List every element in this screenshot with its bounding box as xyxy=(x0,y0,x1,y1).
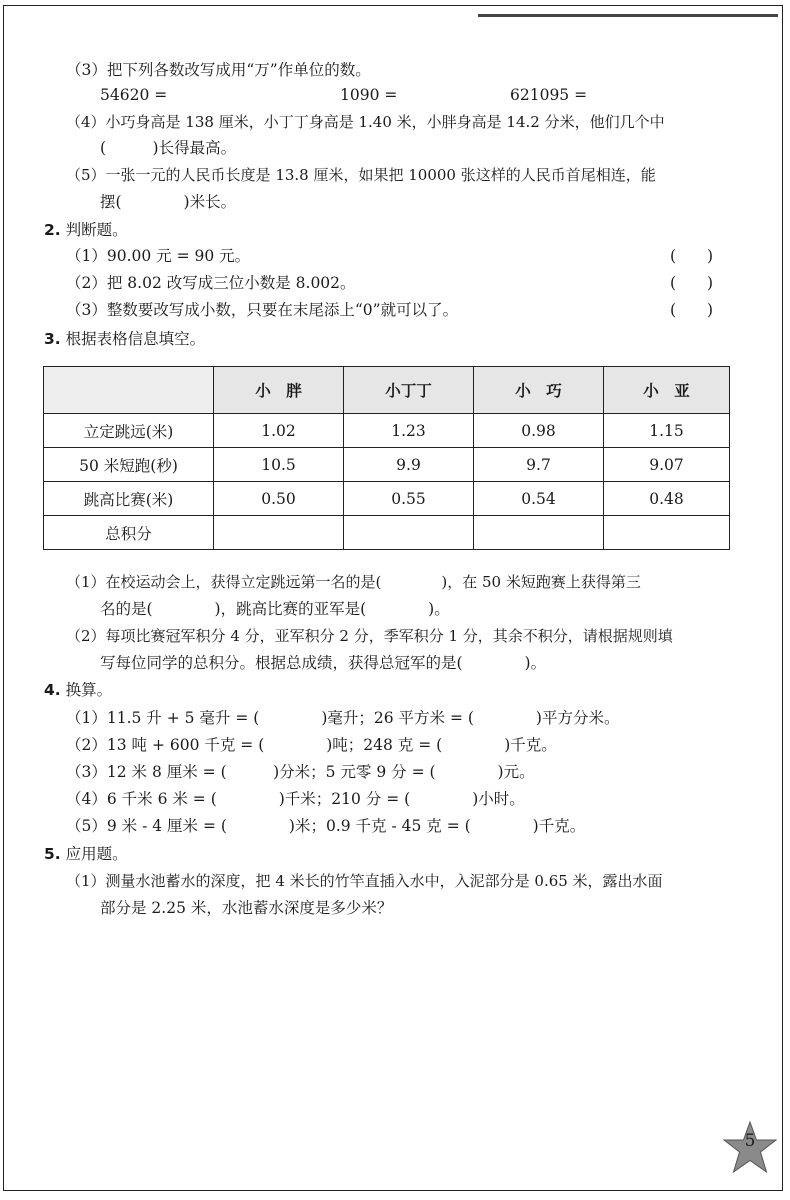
q1-item3-expr3: 621095 = xyxy=(510,86,588,104)
q4-heading xyxy=(44,679,112,701)
q4-item2: （2）13 吨 + 600 千克 = ( )吨；248 克 = ( )千克。 xyxy=(66,736,557,754)
q4-number: 4. xyxy=(44,681,61,699)
q2-item1-paren: ( ) xyxy=(670,247,714,265)
q1-item4-line2: ( )长得最高。 xyxy=(100,139,237,157)
q2-item3: （3）整数要改写成小数，只要在末尾添上“0”就可以了。 xyxy=(66,301,459,319)
q4-item4: （4）6 千米 6 米 = ( )千米；210 分 = ( )小时。 xyxy=(66,790,525,808)
table-header-cell: 小 胖 xyxy=(214,367,344,414)
table-header-row xyxy=(44,367,730,414)
table-corner-cell xyxy=(44,367,214,414)
table-cell: 0.54 xyxy=(474,482,604,516)
table-row-label: 50 米短跑(秒) xyxy=(44,448,214,482)
q2-item2: （2）把 8.02 改写成三位小数是 8.002。 xyxy=(66,274,356,292)
q4-item1: （1）11.5 升 + 5 毫升 = ( )毫升；26 平方米 = ( )平方分米。 xyxy=(66,709,620,727)
q5-item1-line1: （1）测量水池蓄水的深度，把 4 米长的竹竿直插入水中，入泥部分是 0.65 米，露出水面 xyxy=(66,872,663,890)
q1-item3-expr2: 1090 = xyxy=(340,86,398,104)
q4-item5: （5）9 米 - 4 厘米 = ( )米；0.9 千克 - 45 克 = ( )千克。 xyxy=(66,817,586,835)
q3-sub2-line2: 写每位同学的总积分。根据总成绩，获得总冠军的是( )。 xyxy=(100,654,547,672)
q1-item4-line1: （4）小巧身高是 138 厘米，小丁丁身高是 1.40 米，小胖身高是 14.2 分米，他们几个中 xyxy=(66,113,665,131)
q2-item1: （1）90.00 元 = 90 元。 xyxy=(66,247,251,265)
table-cell: 1.15 xyxy=(604,414,730,448)
table-cell-blank[interactable] xyxy=(474,516,604,550)
q2-item2-paren: ( ) xyxy=(670,274,714,292)
table-row xyxy=(44,516,730,550)
q3-heading xyxy=(44,328,205,350)
q2-item3-paren: ( ) xyxy=(670,301,714,319)
table-row-label: 立定跳远(米) xyxy=(44,414,214,448)
table-cell: 0.48 xyxy=(604,482,730,516)
q5-heading xyxy=(44,843,128,865)
table-cell-blank[interactable] xyxy=(214,516,344,550)
table-cell: 9.07 xyxy=(604,448,730,482)
score-table xyxy=(43,366,730,550)
q2-number: 2. xyxy=(44,221,61,239)
q4-item3: （3）12 米 8 厘米 = ( )分米；5 元零 9 分 = ( )元。 xyxy=(66,763,535,781)
table-row-label: 跳高比赛(米) xyxy=(44,482,214,516)
page-number: 5 xyxy=(744,1131,756,1151)
q3-title: 根据表格信息填空。 xyxy=(65,330,206,348)
table-row-label: 总积分 xyxy=(44,516,214,550)
q3-sub1-line1: （1）在校运动会上，获得立定跳远第一名的是( )，在 50 米短跑赛上获得第三 xyxy=(66,573,641,591)
table-header-cell: 小 亚 xyxy=(604,367,730,414)
q2-title: 判断题。 xyxy=(65,221,128,239)
q1-item5-line1: （5）一张一元的人民币长度是 13.8 厘米，如果把 10000 张这样的人民币首尾相连，能 xyxy=(66,166,656,184)
table-cell: 0.55 xyxy=(344,482,474,516)
q5-item1-line2: 部分是 2.25 米，水池蓄水深度是多少米？ xyxy=(100,899,393,917)
q3-sub1-line2: 名的是( )，跳高比赛的亚军是( )。 xyxy=(100,600,450,618)
q2-heading xyxy=(44,219,128,241)
table-cell-blank[interactable] xyxy=(604,516,730,550)
header-rule xyxy=(478,14,778,17)
q3-sub2-line1: （2）每项比赛冠军积分 4 分，亚军积分 2 分，季军积分 1 分，其余不积分，请根据规则填 xyxy=(66,627,673,645)
table-cell: 0.98 xyxy=(474,414,604,448)
q1-item5-line2: 摆( )米长。 xyxy=(100,193,237,211)
table-header-cell: 小 巧 xyxy=(474,367,604,414)
table-cell: 0.50 xyxy=(214,482,344,516)
q4-title: 换算。 xyxy=(65,681,113,699)
table-cell-blank[interactable] xyxy=(344,516,474,550)
q3-number: 3. xyxy=(44,330,61,348)
q5-number: 5. xyxy=(44,845,61,863)
table-cell: 9.7 xyxy=(474,448,604,482)
table-cell: 10.5 xyxy=(214,448,344,482)
table-cell: 1.02 xyxy=(214,414,344,448)
table-row xyxy=(44,482,730,516)
table-cell: 9.9 xyxy=(344,448,474,482)
table-cell: 1.23 xyxy=(344,414,474,448)
q1-item3-text: （3）把下列各数改写成用“万”作单位的数。 xyxy=(66,61,371,79)
table-row xyxy=(44,414,730,448)
q1-item3-expr1: 54620 = xyxy=(100,86,168,104)
q5-title: 应用题。 xyxy=(65,845,128,863)
table-header-cell: 小丁丁 xyxy=(344,367,474,414)
table-row xyxy=(44,448,730,482)
